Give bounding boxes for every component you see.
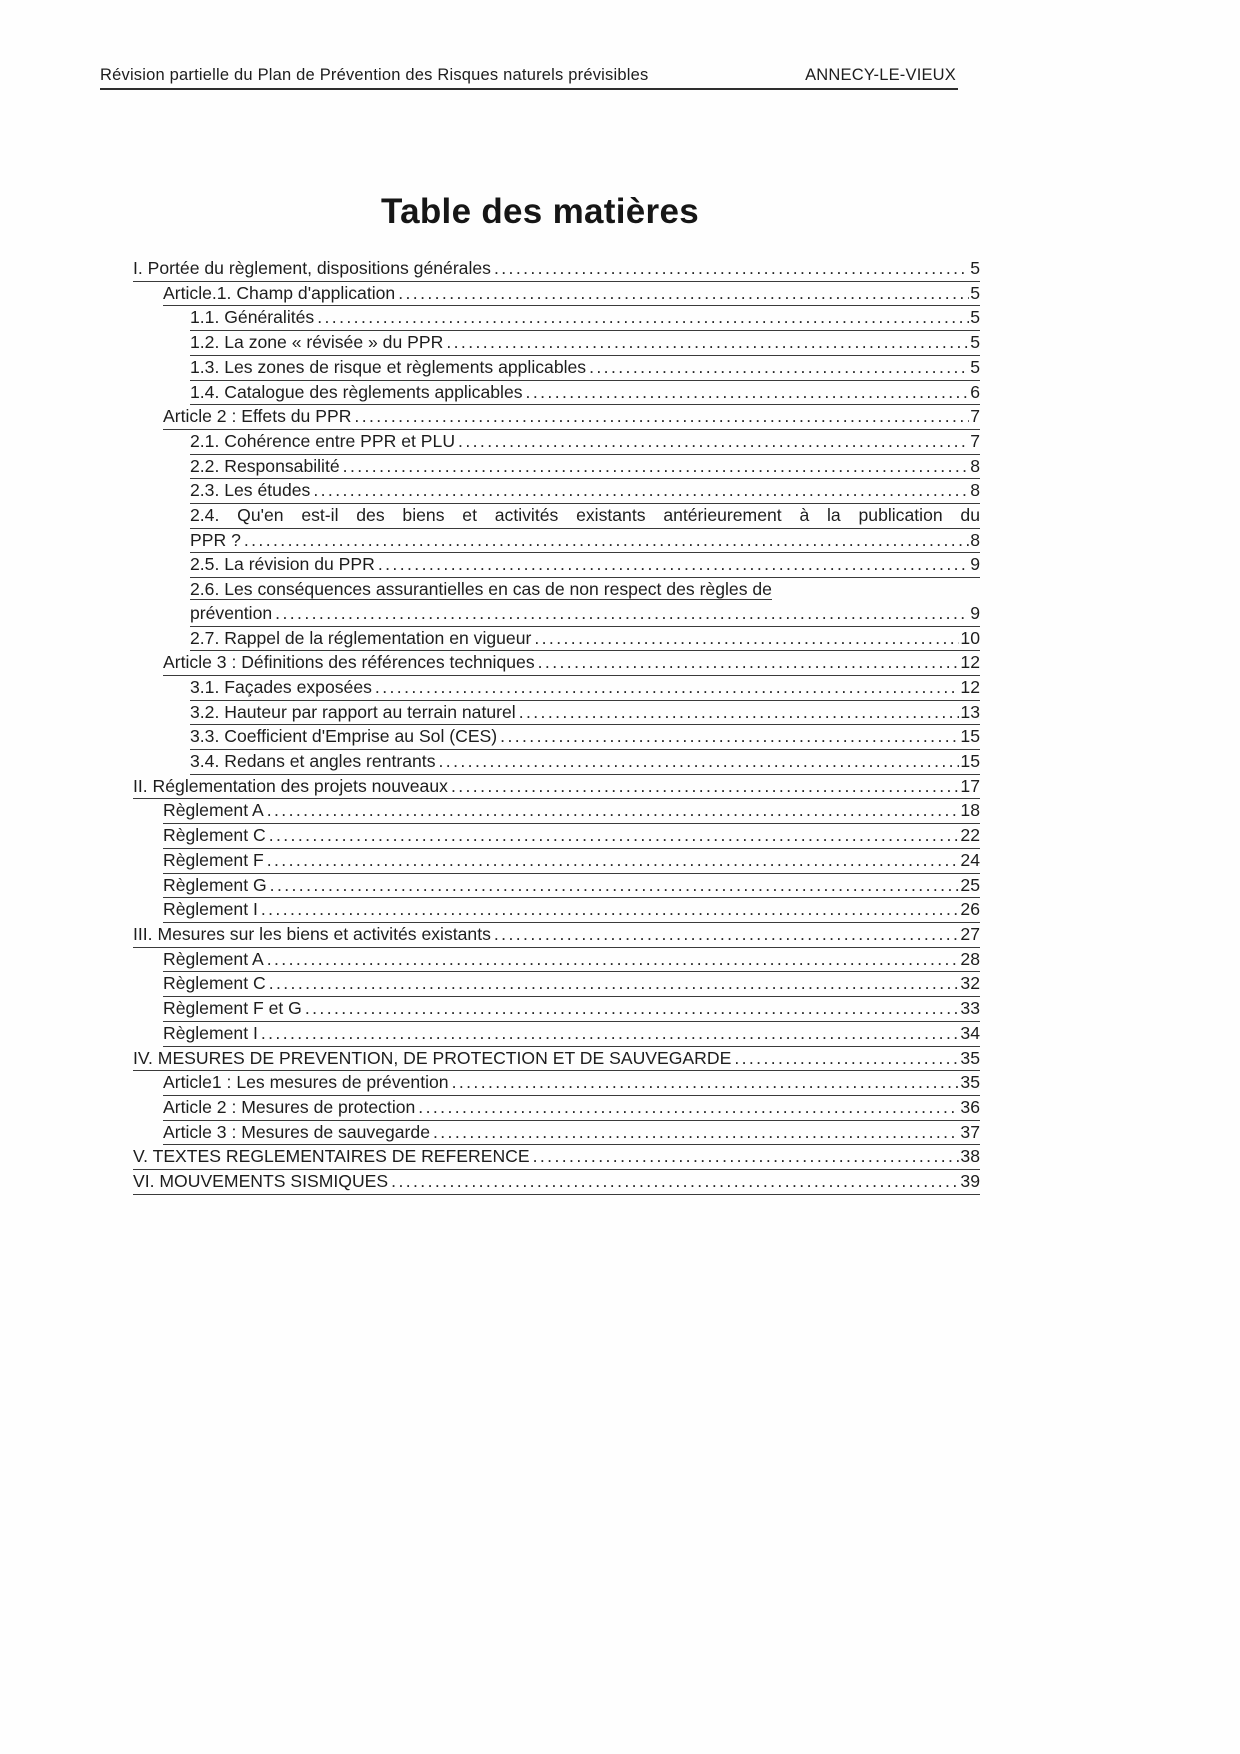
dot-leader [244,529,969,553]
dot-leader [398,282,969,306]
toc-entry[interactable] [190,479,980,504]
toc-page-number: 5 [970,307,980,328]
toc-entry[interactable] [190,356,980,381]
toc-entry-line [163,1071,980,1096]
dot-leader [269,824,960,848]
toc-entry-line [190,602,980,627]
toc-entry-text: 2.7. Rappel de la réglementation en vigueur [190,627,532,648]
toc-entry-line [133,775,980,800]
dot-leader [734,1047,959,1071]
dot-leader [494,923,960,947]
toc-page-number: 13 [960,701,980,722]
toc-entry[interactable] [163,948,980,973]
toc-entry[interactable] [190,381,980,406]
toc-entry-line [133,1170,980,1195]
toc-entry-line [163,1121,980,1146]
toc-entry-line [190,356,980,381]
toc-page-number: 39 [960,1171,980,1192]
toc-entry-text: 2.1. Cohérence entre PPR et PLU [190,430,456,451]
toc-entry[interactable] [133,257,980,282]
dot-leader [261,1022,960,1046]
toc-entry-text: 3.1. Façades exposées [190,676,372,697]
toc-entry-text: V. TEXTES REGLEMENTAIRES DE REFERENCE [133,1146,530,1167]
dot-leader [446,331,969,355]
toc-entry-text: Règlement F [163,849,264,870]
toc-entry[interactable] [133,1047,980,1072]
toc-entry-line [133,1047,980,1072]
dot-leader [313,479,969,503]
toc-page-number: 12 [960,652,980,673]
dot-leader [269,972,960,996]
toc-entry[interactable] [163,1096,980,1121]
toc-page-number: 8 [970,480,980,501]
dot-leader [354,405,969,429]
dot-leader [500,725,959,749]
toc-entry-text: 2.5. La révision du PPR [190,554,375,575]
toc-entry-line [190,627,980,652]
page-header [100,66,958,90]
toc-entry-line [163,874,980,899]
toc-page-number: 25 [960,874,980,895]
toc-entry-text: 1.3. Les zones de risque et règlements applicables [190,356,587,377]
toc-entry[interactable] [133,1145,980,1170]
dot-leader [533,1145,960,1169]
toc-entry-line [190,676,980,701]
dot-leader [317,306,969,330]
toc-entry-line [190,331,980,356]
toc-entry-text: Article 2 : Mesures de protection [163,1096,416,1117]
toc-page-number: 34 [960,1022,980,1043]
dot-leader [433,1121,959,1145]
toc-entry-text-continued: prévention [190,602,273,623]
toc-page-number: 7 [970,406,980,427]
dot-leader [270,874,960,898]
toc-entry-text: Règlement C [163,825,266,846]
toc-entry-line [163,849,980,874]
toc-entry[interactable] [163,1071,980,1096]
toc-entry[interactable] [190,676,980,701]
toc-entry[interactable] [133,1170,980,1195]
toc-page-number: 15 [960,726,980,747]
toc-page-number: 38 [960,1146,980,1167]
dot-leader [267,948,960,972]
toc-entry[interactable] [163,849,980,874]
toc-entry-text: Règlement G [163,874,267,895]
toc-entry-text: 2.3. Les études [190,480,311,501]
toc-entry-line [163,799,980,824]
toc-page-number: 36 [960,1096,980,1117]
toc-entry-line [133,1145,980,1170]
toc-entry[interactable] [163,405,980,430]
toc-entry-text: 2.2. Responsabilité [190,455,340,476]
toc-entry[interactable] [163,1121,980,1146]
dot-leader [267,799,960,823]
toc-entry-text: 3.2. Hauteur par rapport au terrain naturel [190,701,516,722]
dot-leader [378,553,969,577]
toc-page-number: 9 [970,602,980,623]
dot-leader [458,430,969,454]
toc-entry-line [163,997,980,1022]
toc-entry[interactable] [163,651,980,676]
dot-leader [261,898,960,922]
toc-entry[interactable] [133,775,980,800]
toc-entry[interactable] [190,750,980,775]
toc-entry-text: Règlement I [163,1022,258,1043]
toc-entry-line [163,824,980,849]
toc-entry[interactable] [190,553,980,578]
toc-entry-line [190,455,980,480]
toc-entry[interactable] [163,1022,980,1047]
dot-leader [452,1071,960,1095]
toc-entry-text-continued: PPR ? [190,529,241,550]
toc-page-number: 5 [970,282,980,303]
toc-entry[interactable] [163,972,980,997]
toc-page-number: 22 [960,825,980,846]
toc-entry-line [163,651,980,676]
dot-leader [519,701,960,725]
toc-entry-line [163,1096,980,1121]
toc-entry-text [190,578,980,602]
toc-entry-text: 1.2. La zone « révisée » du PPR [190,332,444,353]
toc-entry[interactable] [190,627,980,652]
toc [133,257,980,1195]
dot-leader [534,627,959,651]
dot-leader [538,651,960,675]
toc-entry[interactable] [133,923,980,948]
toc-page-number: 7 [970,430,980,451]
toc-entry-text: 1.4. Catalogue des règlements applicables [190,381,523,402]
toc-page-number: 5 [970,258,980,278]
toc-page-number: 32 [960,973,980,994]
toc-entry-line [190,430,980,455]
toc-page-number: 12 [960,676,980,697]
dot-leader [305,997,960,1021]
toc-entry-text: Règlement I [163,899,258,920]
toc-entry-text: 2.4. Qu'en est-il des biens et activités existants antérieurement à la publication du [190,504,980,529]
toc-entry[interactable] [163,874,980,899]
toc-page-number: 10 [960,627,980,648]
toc-entry-line [163,282,980,307]
toc-entry-line [133,923,980,948]
dot-leader [451,775,959,799]
toc-entry-text: Règlement A [163,948,264,969]
toc-entry[interactable] [163,824,980,849]
toc-entry-line [190,701,980,726]
toc-page-number: 35 [960,1047,980,1068]
toc-entry-line [133,257,980,282]
toc-entry[interactable] [190,430,980,455]
dot-leader [391,1170,959,1194]
dot-leader [494,257,969,281]
toc-entry-text: 3.3. Coefficient d'Emprise au Sol (CES) [190,726,498,747]
toc-entry[interactable] [163,799,980,824]
toc-entry-line [190,306,980,331]
toc-entry-text: Règlement A [163,800,264,821]
toc-page-number: 8 [970,529,980,550]
toc-entry-line [163,1022,980,1047]
dot-leader [375,676,960,700]
toc-entry[interactable] [163,997,980,1022]
toc-entry[interactable] [190,306,980,331]
toc-entry-text: 1.1. Généralités [190,307,315,328]
toc-page-number: 17 [960,775,980,796]
toc-entry-text: IV. MESURES DE PREVENTION, DE PROTECTION ET DE SAUVEGARDE [133,1047,732,1068]
toc-page-number: 28 [960,948,980,969]
toc-page-number: 33 [960,998,980,1019]
dot-leader [526,381,970,405]
toc-entry-text: Article.1. Champ d'application [163,282,396,303]
toc-entry[interactable] [163,898,980,923]
toc-page-number: 6 [970,381,980,402]
toc-entry-text: 2.6. Les conséquences assurantielles en cas de non respect des règles de [190,579,772,600]
toc-page-number: 24 [960,849,980,870]
toc-entry[interactable] [190,504,980,553]
dot-leader [275,602,969,626]
toc-entry[interactable] [190,701,980,726]
toc-page-number: 8 [970,455,980,476]
toc-page-number: 18 [960,800,980,821]
toc-page-number: 27 [960,923,980,944]
toc-page-number: 35 [960,1072,980,1093]
toc-entry-line [190,479,980,504]
toc-entry-line [163,972,980,997]
toc-entry[interactable] [190,455,980,480]
toc-entry-line [190,529,980,554]
toc-entry-line [163,405,980,430]
toc-page-number: 5 [970,332,980,353]
toc-entry-text: 3.4. Redans et angles rentrants [190,751,436,772]
toc-entry-text: Règlement F et G [163,998,302,1019]
toc-page-number: 5 [970,356,980,377]
toc-entry-text: Article1 : Les mesures de prévention [163,1072,449,1093]
toc-entry-line [163,948,980,973]
page-title: Table des matières [381,192,699,231]
dot-leader [343,455,970,479]
header-document-title: Révision partielle du Plan de Prévention des Risques naturels prévisibles [100,66,649,84]
toc-entry-text: Article 3 : Mesures de sauvegarde [163,1121,430,1142]
toc-entry-text: Article 3 : Définitions des références techniques [163,652,535,673]
toc-page-number: 15 [960,751,980,772]
toc-entry-text: Règlement C [163,973,266,994]
toc-entry[interactable] [190,578,980,626]
toc-page-number: 9 [970,554,980,575]
toc-entry-text: Article 2 : Effets du PPR [163,406,352,427]
toc-entry-line [190,381,980,406]
toc-entry-line [190,725,980,750]
toc-entry-text: VI. MOUVEMENTS SISMIQUES [133,1171,389,1192]
dot-leader [439,750,960,774]
dot-leader [267,849,960,873]
header-commune-name: ANNECY-LE-VIEUX [805,66,956,84]
toc-entry-text: II. Réglementation des projets nouveaux [133,775,448,796]
toc-entry-line [163,898,980,923]
toc-entry[interactable] [163,282,980,307]
toc-entry[interactable] [190,725,980,750]
toc-entry-text: III. Mesures sur les biens et activités existants [133,923,491,944]
toc-page-number: 37 [960,1121,980,1142]
toc-entry-line [190,553,980,578]
dot-leader [589,356,969,380]
toc-entry-line [190,750,980,775]
toc-entry[interactable] [190,331,980,356]
dot-leader [418,1096,959,1120]
toc-entry-text: I. Portée du règlement, dispositions générales [133,258,491,278]
toc-page-number: 26 [960,899,980,920]
